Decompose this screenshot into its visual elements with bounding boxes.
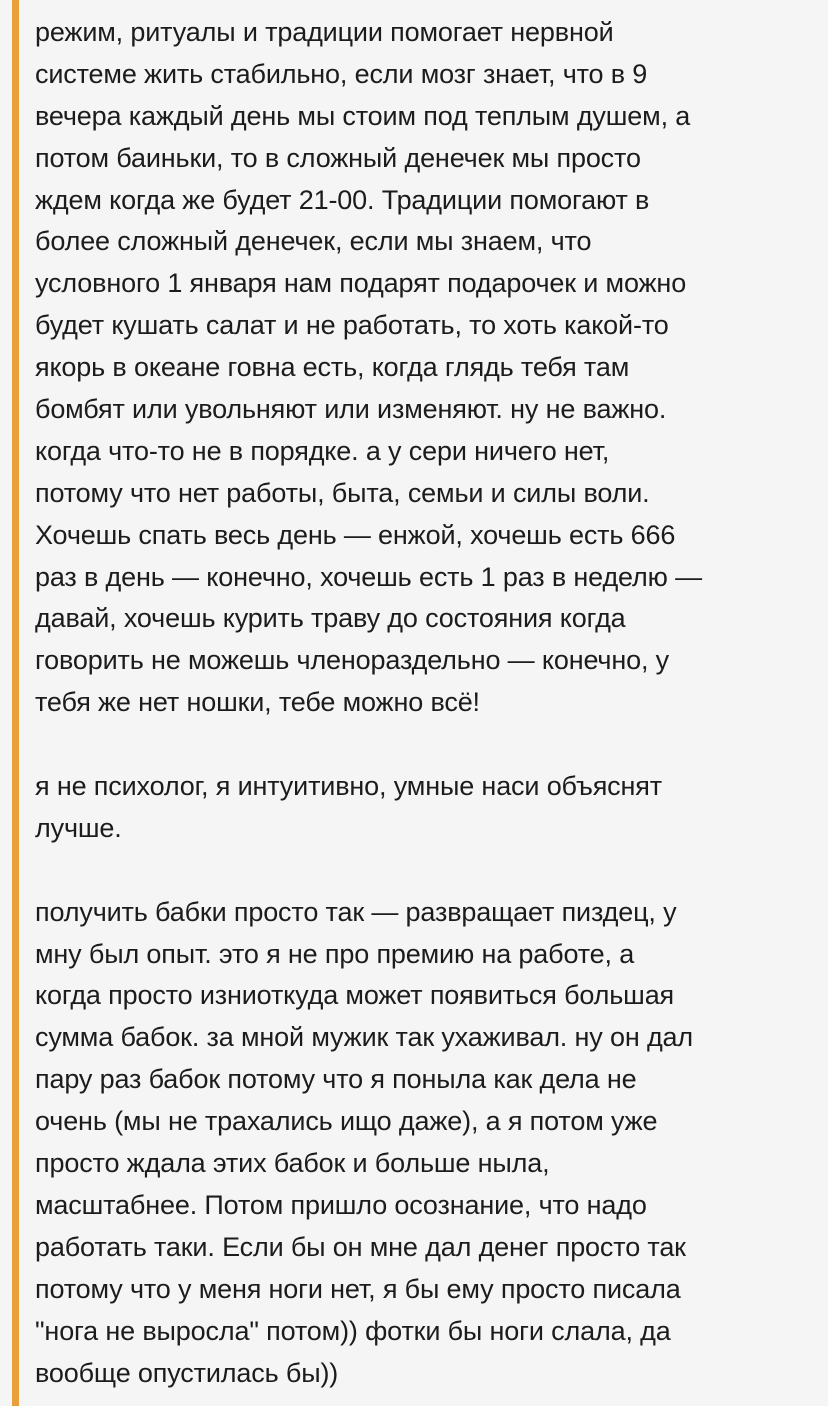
text-line: потом баиньки, то в сложный денечек мы просто (35, 142, 641, 173)
text-line: работать таки. Если бы он мне дал денег просто так (35, 1231, 686, 1262)
text-line: очень (мы не трахались ищо даже), а я потом уже (35, 1106, 658, 1137)
quote-accent-bar (12, 0, 19, 1406)
text-line: тебя же нет ношки, тебе можно всё! (35, 687, 480, 718)
text-line: потому что нет работы, быта, семьи и силы воли. (35, 477, 650, 508)
text-line: просто ждала этих бабок и больше ныла, (35, 1148, 550, 1179)
text-line: я не психолог, я интуитивно, умные наси объяснят (35, 771, 662, 802)
text-line: получить бабки просто так — развращает пиздец, у (35, 896, 677, 927)
text-line: когда что-то не в порядке. а у сери ничего нет, (35, 435, 610, 466)
text-line: раз в день — конечно, хочешь есть 1 раз в неделю — (35, 561, 702, 592)
text-line: вообще опустилась бы)) (35, 1357, 339, 1388)
text-line: сумма бабок. за мной мужик так ухаживал. ну он дал (35, 1022, 694, 1053)
text-line: режим, ритуалы и традиции помогает нервной (35, 17, 614, 47)
text-line: масштабнее. Потом пришло осознание, что надо (35, 1189, 647, 1220)
text-line: мну был опыт. это я не про премию на работе, а (35, 938, 635, 969)
paragraph-1 (35, 12, 815, 724)
paragraph-3 (35, 892, 815, 1395)
text-line: системе жить стабильно, если мозг знает, что в 9 (35, 58, 648, 89)
text-line: "нога не выросла" потом)) фотки бы ноги слала, да (35, 1315, 671, 1346)
text-line: лучше. (35, 812, 122, 843)
text-line: Хочешь спать весь день — енжой, хочешь есть 666 (35, 519, 676, 550)
text-line: будет кушать салат и не работать, то хоть какой-то (35, 310, 669, 341)
text-line: условного 1 января нам подарят подарочек и можно (35, 268, 687, 299)
text-line: вечера каждый день мы стоим под теплым душем, а (35, 100, 691, 131)
text-line: когда просто изниоткуда может появиться большая (35, 980, 675, 1011)
quote-text-block (35, 12, 815, 1394)
paragraph-gap (35, 724, 815, 766)
text-line: давай, хочешь курить траву до состояния когда (35, 603, 626, 634)
text-line: говорить не можешь членораздельно — конечно, у (35, 645, 670, 676)
text-line: ждем когда же будет 21-00. Традиции помогают в (35, 184, 650, 215)
paragraph-gap (35, 850, 815, 892)
text-line: бомбят или увольняют или изменяют. ну не важно. (35, 394, 667, 425)
text-line: потому что у меня ноги нет, я бы ему просто писала (35, 1273, 681, 1304)
paragraph-2 (35, 766, 815, 850)
text-line: пару раз бабок потому что я поныла как дела не (35, 1064, 637, 1095)
text-line: более сложный денечек, если мы знаем, что (35, 226, 592, 257)
text-line: якорь в океане говна есть, когда глядь тебя там (35, 352, 630, 383)
